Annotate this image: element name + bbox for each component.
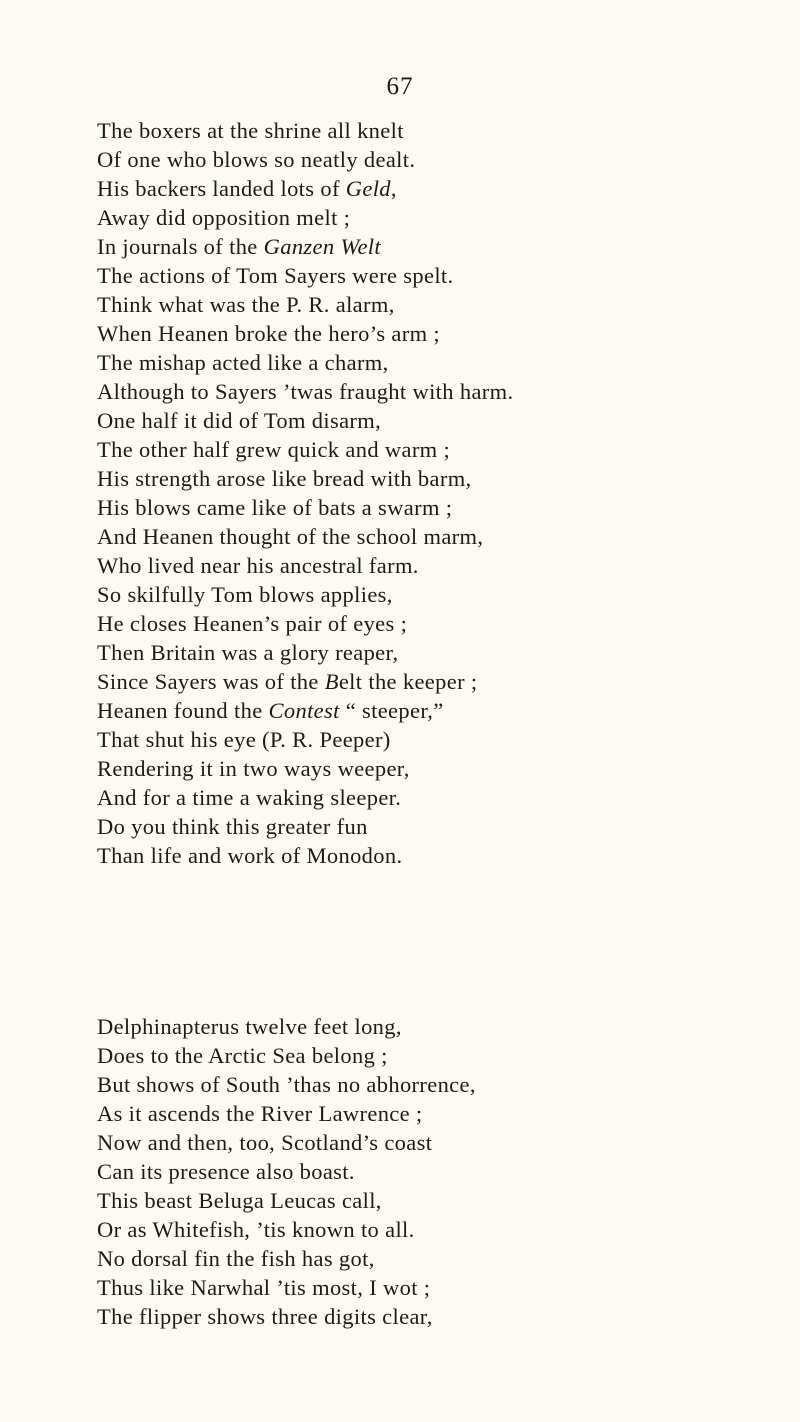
poem-line: His backers landed lots of Geld, — [97, 176, 397, 201]
poem-line: But shows of South ’thas no abhorrence, — [97, 1072, 476, 1097]
poem-stanza-1 — [97, 116, 513, 870]
poem-line: In journals of the Ganzen Welt — [97, 234, 382, 259]
poem-line: Rendering it in two ways weeper, — [97, 756, 410, 781]
poem-line: No dorsal fin the fish has got, — [97, 1246, 375, 1271]
page-number: 67 — [386, 73, 414, 100]
poem-line: And for a time a waking sleeper. — [97, 785, 402, 810]
poem-line: So skilfully Tom blows applies, — [97, 582, 393, 607]
poem-line: His strength arose like bread with barm, — [97, 466, 472, 491]
poem-line: Since Sayers was of the Belt the keeper ; — [97, 669, 478, 694]
poem-line: His blows came like of bats a swarm ; — [97, 495, 453, 520]
poem-line: Who lived near his ancestral farm. — [97, 553, 419, 578]
poem-line: The flipper shows three digits clear, — [97, 1304, 433, 1329]
poem-line: Than life and work of Monodon. — [97, 843, 403, 868]
poem-line: Or as Whitefish, ’tis known to all. — [97, 1217, 415, 1242]
poem-line: The mishap acted like a charm, — [97, 350, 389, 375]
poem-line: Do you think this greater fun — [97, 814, 368, 839]
poem-line: This beast Beluga Leucas call, — [97, 1188, 382, 1213]
poem-line: The boxers at the shrine all knelt — [97, 118, 404, 143]
poem-line: Although to Sayers ’twas fraught with harm. — [97, 379, 514, 404]
poem-line: One half it did of Tom disarm, — [97, 408, 382, 433]
poem-line: Think what was the P. R. alarm, — [97, 292, 395, 317]
poem-line: Does to the Arctic Sea belong ; — [97, 1043, 388, 1068]
poem-line: Then Britain was a glory reaper, — [97, 640, 399, 665]
poem-stanza-2 — [97, 1012, 476, 1331]
poem-line: The other half grew quick and warm ; — [97, 437, 451, 462]
poem-line: Of one who blows so neatly dealt. — [97, 147, 416, 172]
poem-line: Away did opposition melt ; — [97, 205, 351, 230]
poem-line: The actions of Tom Sayers were spelt. — [97, 263, 454, 288]
poem-line: Can its presence also boast. — [97, 1159, 355, 1184]
poem-line: He closes Heanen’s pair of eyes ; — [97, 611, 408, 636]
poem-line: As it ascends the River Lawrence ; — [97, 1101, 423, 1126]
poem-line: Thus like Narwhal ’tis most, I wot ; — [97, 1275, 431, 1300]
poem-line: Now and then, too, Scotland’s coast — [97, 1130, 433, 1155]
poem-line: Delphinapterus twelve feet long, — [97, 1014, 402, 1039]
poem-line: And Heanen thought of the school marm, — [97, 524, 484, 549]
poem-line: When Heanen broke the hero’s arm ; — [97, 321, 441, 346]
poem-line: Heanen found the Contest “ steeper,” — [97, 698, 444, 723]
poem-line: That shut his eye (P. R. Peeper) — [97, 727, 391, 752]
